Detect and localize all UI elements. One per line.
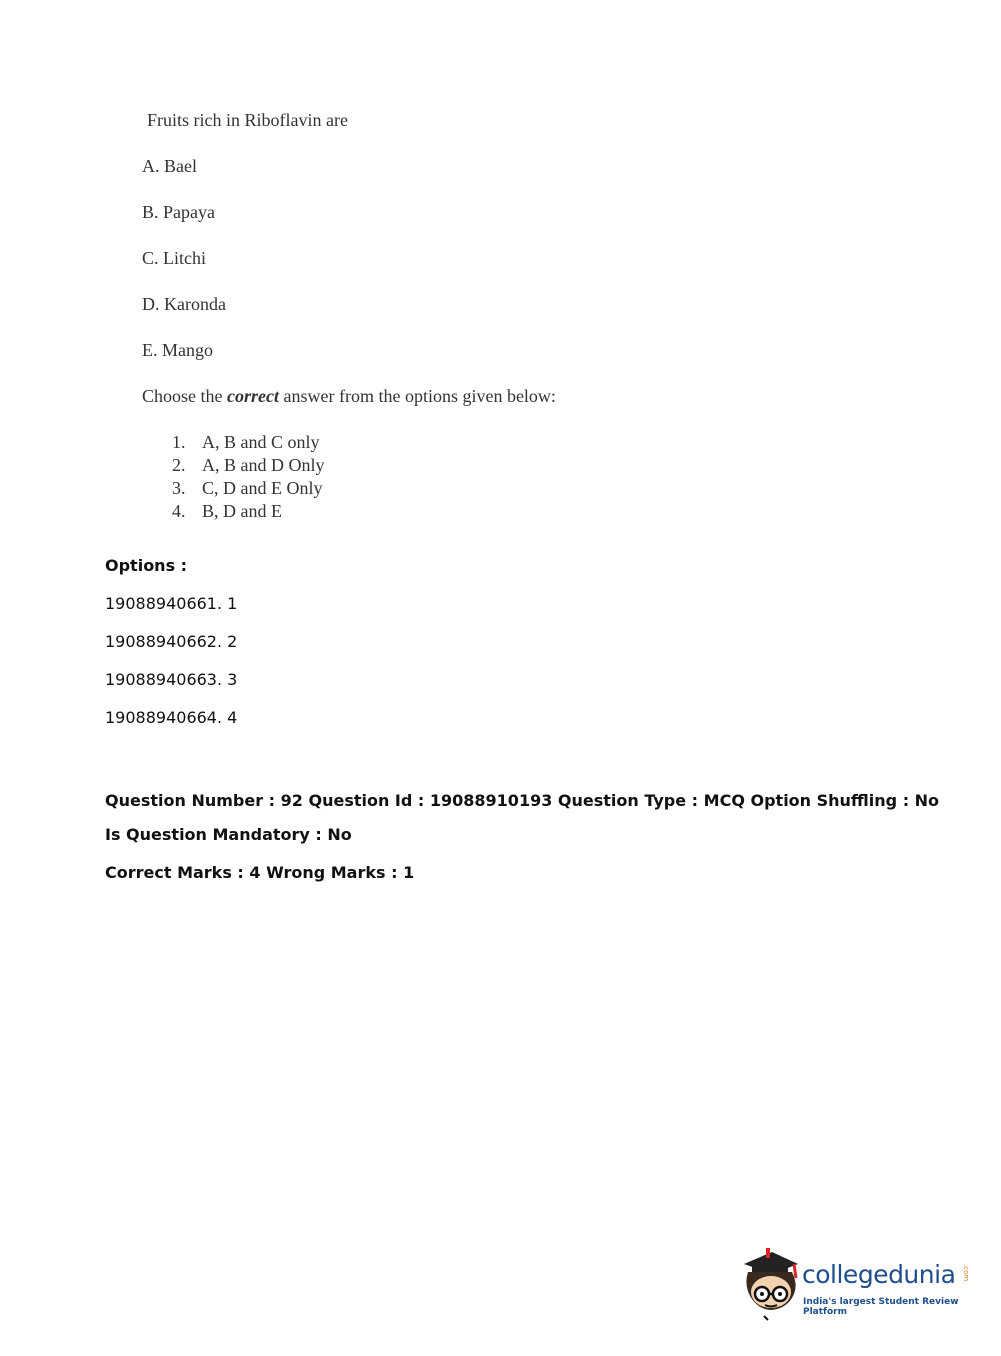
options-heading: Options : — [105, 556, 188, 575]
option-item: 19088940663. 3 — [105, 670, 238, 689]
question-mandatory: Is Question Mandatory : No — [105, 825, 352, 844]
answer-text: C, D and E Only — [202, 478, 323, 498]
instruction-post: answer from the options given below: — [278, 386, 556, 406]
answer-number: 2. — [172, 455, 186, 475]
answer-choice — [172, 501, 282, 522]
answer-choice — [172, 478, 323, 499]
answer-number: 4. — [172, 501, 186, 521]
question-meta-line: Question Number : 92 Question Id : 19088910193 Question Type : MCQ Option Shuffling : No — [105, 791, 940, 810]
question-instruction — [142, 386, 556, 407]
logo-wordmark: collegedunia — [802, 1260, 956, 1289]
answer-text: A, B and C only — [202, 432, 320, 452]
option-item: 19088940661. 1 — [105, 594, 238, 613]
instruction-pre: Choose the — [142, 386, 227, 406]
question-item-d: D. Karonda — [142, 294, 226, 314]
question-marks: Correct Marks : 4 Wrong Marks : 1 — [105, 863, 415, 882]
answer-text: A, B and D Only — [202, 455, 325, 475]
option-item: 19088940664. 4 — [105, 708, 238, 727]
answer-number: 1. — [172, 432, 186, 452]
collegedunia-logo — [738, 1244, 978, 1324]
question-stem: Fruits rich in Riboflavin are — [147, 110, 348, 130]
question-item-b: B. Papaya — [142, 202, 215, 222]
answer-choice — [172, 432, 320, 453]
answer-text: B, D and E — [202, 501, 282, 521]
logo-tagline: India's largest Student Review Platform — [803, 1297, 959, 1317]
answer-number: 3. — [172, 478, 186, 498]
question-item-c: C. Litchi — [142, 248, 206, 268]
mascot-icon — [738, 1244, 802, 1324]
option-item: 19088940662. 2 — [105, 632, 238, 651]
answer-choice — [172, 455, 325, 476]
question-item-e: E. Mango — [142, 340, 213, 360]
logo-suffix: .com — [962, 1264, 970, 1282]
question-item-a: A. Bael — [142, 156, 197, 176]
instruction-emphasis: correct — [227, 386, 279, 406]
